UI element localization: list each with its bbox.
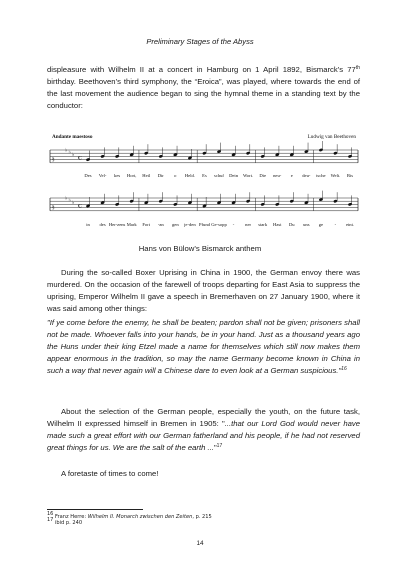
lyric-syllable: je-den [184,222,196,227]
lyric-syllable: deu- [302,173,311,178]
lyric-syllable: Dein [229,173,239,178]
lyric-syllable: Vel- [98,173,107,178]
lyric-syllable: des [99,222,106,227]
flat-icon: ♭ [72,151,75,158]
music-score [44,128,362,230]
lyric-syllable: in [86,222,90,227]
running-header: Preliminary Stages of the Abyss [146,37,254,46]
figure-caption: Hans von Bülow’s Bismarck anthem [138,244,262,253]
meter-icon: C [78,203,82,210]
paragraph-3-quote: ...that our Lord God would never have made such a great effort with our German fatherland and his people, if he had not reserved great things for us. We are the salt of the earth ... [47,419,360,453]
lyric-syllable: e [290,173,293,178]
lyric-syllable: tsche [316,173,326,178]
lyric-syllable: - [232,222,235,227]
lyric-syllable: Bis [346,173,354,178]
footnote-divider [47,509,143,510]
paragraph-4-text: A foretaste of times to come! [61,469,159,478]
lyric-syllable: uns [303,222,310,227]
music-score-figure [44,128,362,230]
lyric-syllable: Pfund [198,222,210,227]
footnote-ref-16[interactable]: 16 [341,366,347,373]
footnote-17: $^{17}$ ibid p. 240 [47,517,83,527]
lyric-syllable: -an [157,222,164,227]
flat-icon: ♭ [68,197,71,204]
lyric-syllable: Her-zens [108,222,126,227]
lyrics-line-2 [86,222,354,227]
ordinal-superscript: th [355,65,360,71]
lyric-syllable: Hast [273,222,282,227]
footnotes [47,511,212,527]
lyric-syllable: Ge-sopp [211,222,227,227]
lyric-syllable: neu- [273,173,282,178]
footnote-ref-17[interactable]: 17 [216,443,223,450]
staff-1 [50,141,358,163]
lyric-syllable: Mark [126,222,137,227]
clef-icon: § [52,156,55,163]
meter-icon: C [78,155,82,162]
paragraph-4 [47,468,360,480]
paragraph-1-text-b: birthday. Beethoven’s third symphony, the “Eroica”, was played, where towards the end of the last movement the audience began to sing the hymnal theme in a standing text by the conductor: [47,77,360,111]
lyric-syllable: Du [288,222,295,227]
paragraph-1-text-a: displeasure with Wilhelm II at a concert in Hamburg on 1 April 1892, Bismarck’s 77 [47,65,356,74]
lyric-syllable: kes [114,173,121,178]
flat-icon: ♭ [68,149,71,156]
paragraph-3 [47,406,360,454]
lyric-syllable: o [174,173,177,178]
speech-quote [47,317,360,377]
lyric-syllable: schuf [214,173,224,178]
flat-icon: ♭ [72,199,75,206]
lyric-syllable: Heil [142,173,151,178]
paragraph-1 [47,64,360,112]
lyric-syllable: gen [172,222,179,227]
lyric-syllable: Fort [142,222,151,227]
staff-2 [50,191,358,211]
lyric-syllable: Wort. [242,173,254,178]
lyric-syllable: Die [259,173,266,178]
lyric-syllable: stark [258,222,268,227]
lyric-syllable: ge [318,222,324,227]
paragraph-2 [47,267,360,315]
paragraph-3-text: About the selection of the German people, especially the youth, on the future task, Wilhelm II expressed himself in Bremen in 1905: " [47,407,360,429]
lyric-syllable: - [334,222,337,227]
lyric-syllable: Es [202,173,207,178]
page-number: 14 [196,540,204,547]
quote-text: "If ye come before the enemy, he shall be beaten; pardon shall not be given; prisoners shall not be made. Whoever falls into your hands, be in your hand. Just as a thousand years ago the Huns under their king Etzel made a name for themselves which still now makes them appear enormous in the tradition, so may the name Germany become known in China in such a way that never again will a Chinese dare to even look at a German suspicious." [47,318,360,376]
lyric-syllable: ner [245,222,252,227]
lyrics-line-1 [84,173,353,179]
lyric-syllable: eint. [345,222,355,227]
flat-icon: ♭ [65,195,68,202]
lyric-syllable: Held. [184,173,195,178]
lyric-syllable: Hort, [126,173,137,178]
lyric-syllable: Des [84,173,92,178]
flat-icon: ♭ [65,147,68,154]
paragraph-2-text: During the so-called Boxer Uprising in China in 1900, the German envoy there was murdered. On the occasion of the farewell of troops departing for East Asia to suppress the uprising, Emperor Wilhelm II gave a speech in Bremerhaven on 27 January 1900, where it was said among other things: [47,268,360,314]
lyric-syllable: Welt. [330,173,341,178]
footnote-16: $^{16}$ Franz Herre: Wilhelm II. Monarch zwischen den Zeiten, p. 215 [47,511,212,520]
score-composer: Ludwig van Beethoven [307,134,356,140]
score-tempo: Andante maestoso [52,134,93,140]
clef-icon: § [52,204,55,211]
lyric-syllable: Dir [157,173,164,178]
paragraph-3-close: " [213,443,217,453]
